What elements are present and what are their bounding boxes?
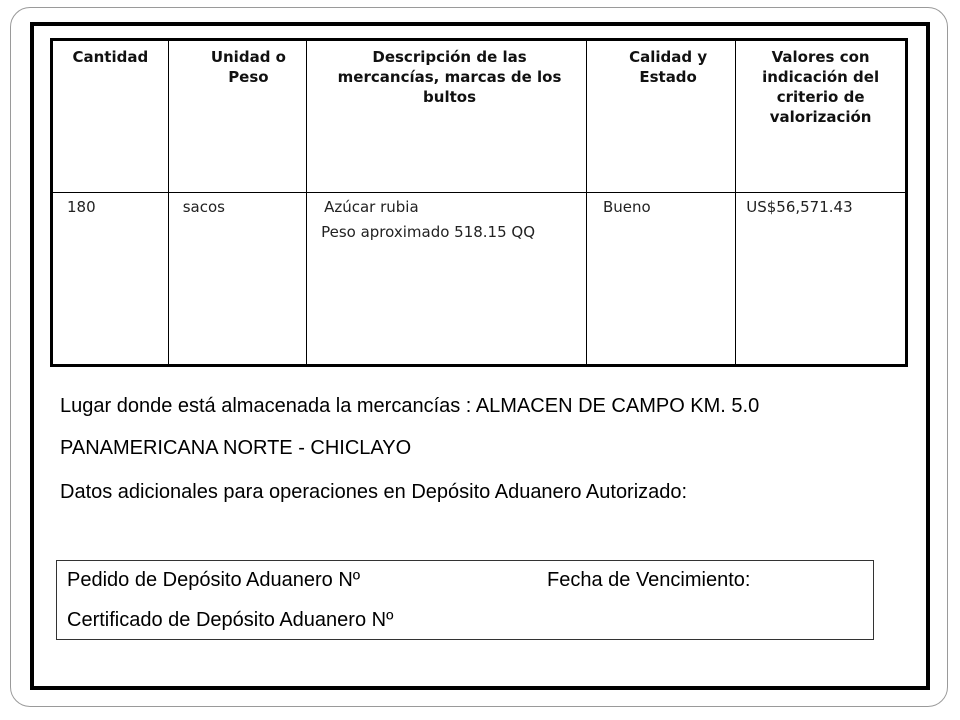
header-calidad-estado: Calidad y Estado [586, 40, 735, 193]
goods-table [50, 38, 908, 367]
cell-unidad [168, 193, 306, 366]
storage-place-line-2: PANAMERICANA NORTE - CHICLAYO [60, 437, 412, 459]
cell-calidad [586, 193, 735, 366]
deposit-info-box [56, 560, 874, 640]
storage-place-line-1: Lugar donde está almacenada la mercancías : ALMACEN DE CAMPO KM. 5.0 [60, 395, 760, 417]
table-header-row [52, 40, 907, 193]
cell-descripcion [307, 193, 587, 366]
header-valores: Valores con indicación del criterio de valorización [736, 40, 907, 193]
table-row [52, 193, 907, 366]
header-unidad-peso: Unidad o Peso [168, 40, 306, 193]
fecha-vencimiento-label: Fecha de Vencimiento: [547, 569, 751, 591]
valor-value: US$56,571.43 [746, 198, 853, 216]
header-descripcion: Descripción de las mercancías, marcas de los bultos [307, 40, 587, 193]
calidad-value: Bueno [602, 198, 651, 216]
cell-cantidad [52, 193, 169, 366]
additional-data-line: Datos adicionales para operaciones en Depósito Aduanero Autorizado: [60, 481, 688, 503]
cantidad-value: 180 [67, 198, 96, 216]
descripcion-line-2: Peso aproximado 518.15 QQ [321, 223, 536, 241]
header-cantidad: Cantidad [52, 40, 169, 193]
cell-valor [736, 193, 907, 366]
descripcion-line-1: Azúcar rubia [324, 198, 419, 216]
certificado-deposito-label: Certificado de Depósito Aduanero Nº [67, 609, 394, 631]
unidad-value: sacos [182, 198, 225, 216]
pedido-deposito-label: Pedido de Depósito Aduanero Nº [67, 569, 361, 591]
